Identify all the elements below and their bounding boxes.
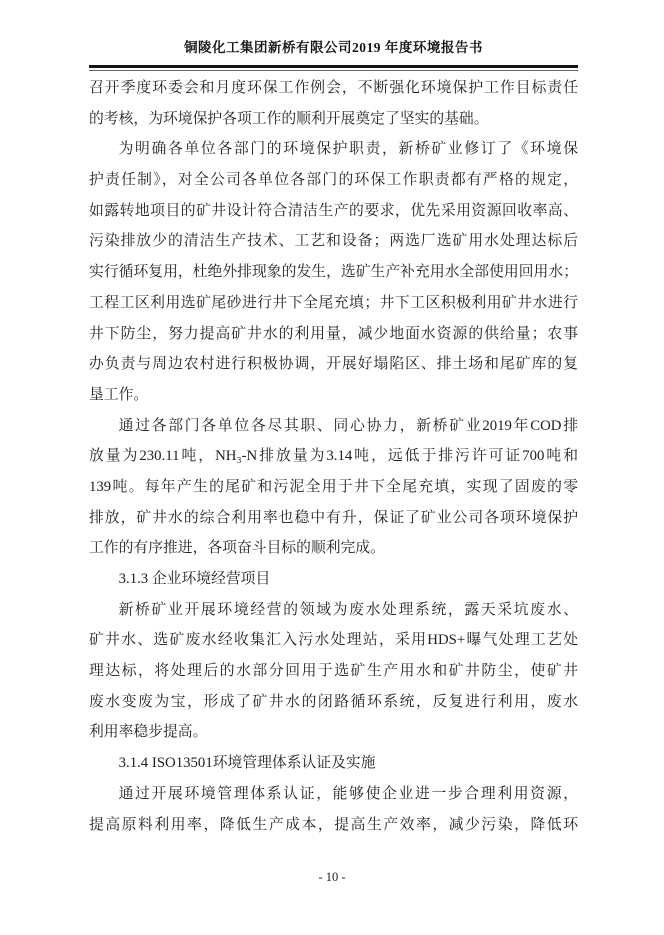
text-line: 提高原料利用率，降低生产成本，提高生产效率，减少污染，降低环 [89, 816, 578, 833]
page-number: - 10 - [318, 870, 346, 884]
text-line: 垦工作。 [89, 386, 149, 403]
text-line: 护责任制》，对全公司各单位各部门的环保工作职责都有严格的规定， [89, 172, 578, 189]
header-rule [89, 65, 578, 71]
text-line: 工程工区利用选矿尾砂进行井下全尾充填；井下工区积极利用矿井水进行 [89, 294, 578, 311]
running-header-title: 铜陵化工集团新桥有限公司2019 年度环境报告书 [184, 40, 483, 55]
text-line: 废水变废为宝，形成了矿井水的闭路循环系统，反复进行利用，废水 [89, 693, 578, 710]
text-line: 通过各部门各单位各尽其职、同心协力，新桥矿业2019年COD排 [118, 417, 578, 434]
text-line: 新桥矿业开展环境经营的领域为废水处理系统，露天采坑废水、 [118, 601, 578, 618]
text-line: 井下防尘，努力提高矿井水的利用量，减少地面水资源的供给量；农事 [89, 325, 578, 342]
text-line: 通过开展环境管理体系认证，能够使企业进一步合理利用资源， [118, 785, 578, 802]
text-line: 矿井水、选矿废水经收集汇入污水处理站，采用HDS+曝气处理工艺处 [89, 632, 578, 649]
document-body [89, 73, 578, 840]
text-line: 办负责与周边农村进行积极协调，开展好塌陷区、排土场和尾矿库的复 [89, 356, 578, 373]
text-line: 利用率稳步提高。 [89, 724, 208, 741]
text-line: 污染排放少的清洁生产技术、工艺和设备；两选厂选矿用水处理达标后 [89, 233, 578, 250]
text-line: 的考核，为环境保护各项工作的顺利开展奠定了坚实的基础。 [89, 110, 489, 127]
text-line: 召开季度环委会和月度环保工作例会，不断强化环境保护工作目标责任 [89, 80, 578, 96]
text-line: 工作的有序推进，各项奋斗目标的顺利完成。 [89, 540, 385, 557]
text-line: 139吨。每年产生的尾矿和污泥全用于井下全尾充填，实现了固废的零 [89, 478, 578, 495]
section-heading: 3.1.3 企业环境经营项目 [118, 571, 271, 587]
text-line: 实行循环复用，杜绝外排现象的发生，选矿生产补充用水全部使用回用水； [89, 264, 578, 281]
text-line: 如露转地项目的矿井设计符合清洁生产的要求，优先采用资源回收率高、 [89, 202, 578, 219]
text-line: 为明确各单位各部门的环境保护职责，新桥矿业修订了《环境保 [118, 141, 578, 158]
text-line: 理达标，将处理后的水部分回用于选矿生产用水和矿井防尘，使矿井 [89, 663, 578, 680]
text-line: 放量为230.11吨，NH₃-N排放量为3.14吨，远低于排污许可证700吨和 [89, 448, 578, 465]
section-heading: 3.1.4 ISO13501环境管理体系认证及实施 [118, 755, 376, 772]
text-line: 排放，矿井水的综合利用率也稳中有升，保证了矿业公司各项环境保护 [89, 509, 578, 526]
